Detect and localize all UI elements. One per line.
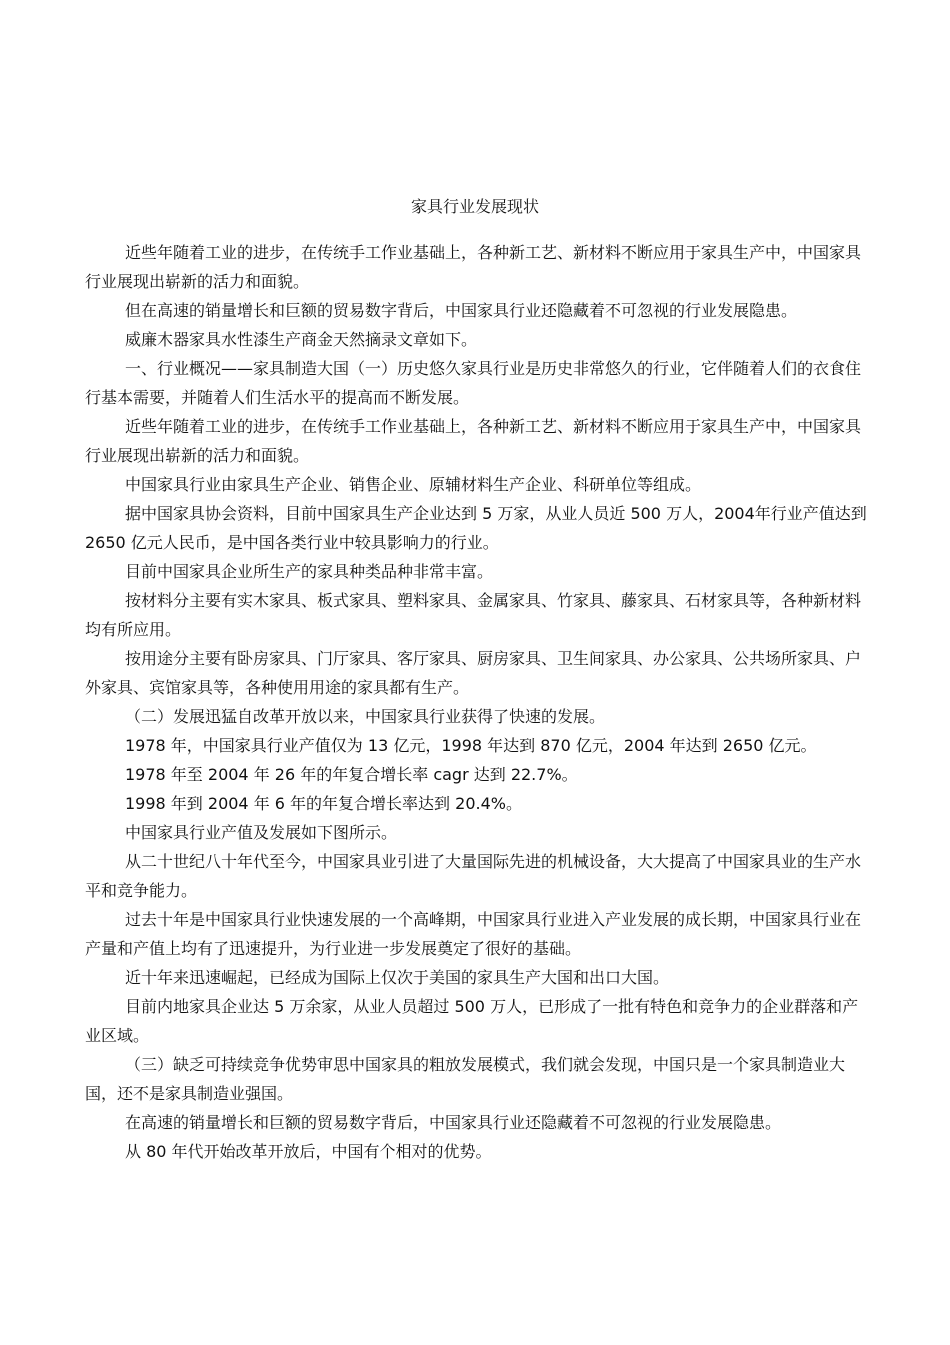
document-body <box>85 238 870 1166</box>
paragraph: 从 80 年代开始改革开放后，中国有个相对的优势。 <box>125 1142 492 1161</box>
paragraph: 近些年随着工业的进步，在传统手工作业基础上，各种新工艺、新材料不断应用于家具生产中，中国家具行业展现出崭新的活力和面貌。 <box>85 417 862 465</box>
document-title: 家具行业发展现状 <box>410 197 539 216</box>
paragraph: 1978 年至 2004 年 26 年的年复合增长率 cagr 达到 22.7%。 <box>125 765 578 784</box>
paragraph: 过去十年是中国家具行业快速发展的一个高峰期，中国家具行业进入产业发展的成长期，中国家具行业在产量和产值上均有了迅速提升，为行业进一步发展奠定了很好的基础。 <box>85 910 862 958</box>
paragraph: 按用途分主要有卧房家具、门厅家具、客厅家具、厨房家具、卫生间家具、办公家具、公共场所家具、户外家具、宾馆家具等，各种使用用途的家具都有生产。 <box>85 649 862 697</box>
paragraph: （二）发展迅猛自改革开放以来，中国家具行业获得了快速的发展。 <box>125 707 606 726</box>
paragraph: （三）缺乏可持续竞争优势审思中国家具的粗放发展模式，我们就会发现，中国只是一个家具制造业大国，还不是家具制造业强国。 <box>85 1055 846 1103</box>
paragraph: 中国家具行业产值及发展如下图所示。 <box>125 823 398 842</box>
paragraph: 但在高速的销量增长和巨额的贸易数字背后，中国家具行业还隐藏着不可忽视的行业发展隐患。 <box>125 301 798 320</box>
paragraph: 目前内地家具企业达 5 万余家，从业人员超过 500 万人，已形成了一批有特色和竞争力的企业群落和产业区域。 <box>85 997 859 1045</box>
paragraph: 目前中国家具企业所生产的家具种类品种非常丰富。 <box>125 562 494 581</box>
paragraph: 从二十世纪八十年代至今，中国家具业引进了大量国际先进的机械设备，大大提高了中国家具业的生产水平和竞争能力。 <box>85 852 862 900</box>
paragraph: 据中国家具协会资料，目前中国家具生产企业达到 5 万家，从业人员近 500 万人，2004年行业产值达到 2650 亿元人民币，是中国各类行业中较具影响力的行业。 <box>85 504 872 552</box>
paragraph: 一、行业概况——家具制造大国（一）历史悠久家具行业是历史非常悠久的行业，它伴随着人们的衣食住行基本需要，并随着人们生活水平的提高而不断发展。 <box>85 359 862 407</box>
paragraph: 在高速的销量增长和巨额的贸易数字背后，中国家具行业还隐藏着不可忽视的行业发展隐患。 <box>125 1113 782 1132</box>
paragraph: 1978 年，中国家具行业产值仅为 13 亿元，1998 年达到 870 亿元，2004 年达到 2650 亿元。 <box>125 736 817 755</box>
paragraph: 近十年来迅速崛起，已经成为国际上仅次于美国的家具生产大国和出口大国。 <box>125 968 670 987</box>
paragraph: 中国家具行业由家具生产企业、销售企业、原辅材料生产企业、科研单位等组成。 <box>125 475 702 494</box>
paragraph: 威廉木器家具水性漆生产商金天然摘录文章如下。 <box>125 330 478 349</box>
paragraph: 近些年随着工业的进步，在传统手工作业基础上，各种新工艺、新材料不断应用于家具生产中，中国家具行业展现出崭新的活力和面貌。 <box>85 243 862 291</box>
paragraph: 1998 年到 2004 年 6 年的年复合增长率达到 20.4%。 <box>125 794 522 813</box>
paragraph: 按材料分主要有实木家具、板式家具、塑料家具、金属家具、竹家具、藤家具、石材家具等，各种新材料均有所应用。 <box>85 591 862 639</box>
